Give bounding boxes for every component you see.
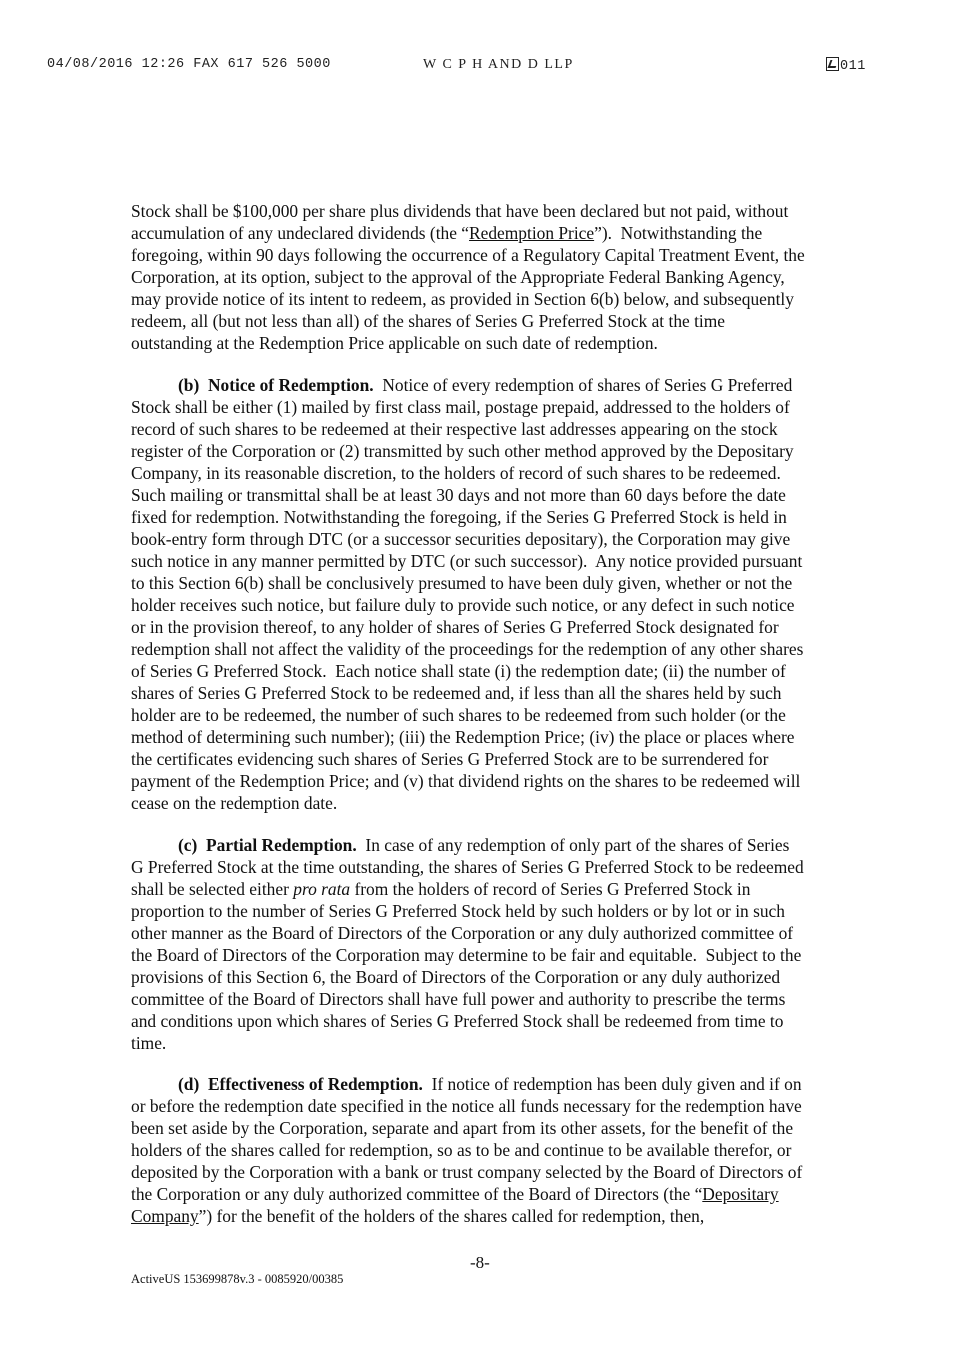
text-segment: holders of the shares called for redemption, so as to be and continue to be available therefor, or bbox=[131, 1140, 792, 1160]
text-segment: proportion to the number of Series G Preferred Stock held by such holders or by lot or in such bbox=[131, 901, 785, 921]
paragraph-redemption-price bbox=[131, 200, 851, 354]
text-line bbox=[131, 660, 851, 682]
text-line bbox=[131, 1205, 851, 1227]
text-segment: Stock shall be $100,000 per share plus dividends that have been declared but not paid, without bbox=[131, 201, 789, 221]
text-line bbox=[131, 244, 851, 266]
text-line bbox=[131, 332, 851, 354]
text-segment: shall be selected either bbox=[131, 879, 294, 899]
text-line bbox=[131, 1117, 851, 1139]
text-segment: record of such shares to be redeemed at their respective last addresses appearing on the stock bbox=[131, 419, 778, 439]
text-segment: fixed for redemption. Notwithstanding the foregoing, if the Series G Preferred Stock is held in bbox=[131, 507, 787, 527]
text-line bbox=[131, 222, 851, 244]
text-segment: provisions of this Section 6, the Board of Directors of the Corporation or any duly authorized bbox=[131, 967, 781, 987]
text-segment: of Series G Preferred Stock. Each notice shall state (i) the redemption date; (ii) the number of bbox=[131, 661, 786, 681]
text-line bbox=[131, 396, 851, 418]
text-segment: register of the Corporation or (2) transmitted by such other method approved by the Depositary bbox=[131, 441, 794, 461]
text-line bbox=[131, 834, 851, 856]
text-line bbox=[131, 944, 851, 966]
text-segment: may provide notice of its intent to redeem, as provided in Section 6(b) below, and subsequently bbox=[131, 289, 794, 309]
text-segment: or before the redemption date specified in the notice all funds necessary for the redemption have bbox=[131, 1096, 802, 1116]
text-line bbox=[131, 1073, 851, 1095]
text-segment: the Corporation or any duly authorized committee of the Board of Directors (the “ bbox=[131, 1184, 703, 1204]
paragraph-notice-of-redemption bbox=[131, 374, 851, 814]
text-segment: outstanding at the Redemption Price applicable on such date of redemption. bbox=[131, 333, 658, 353]
text-segment: G Preferred Stock at the time outstanding, the shares of Series G Preferred Stock to be redeemed bbox=[131, 857, 804, 877]
document-id: ActiveUS 153699878v.3 - 0085920/00385 bbox=[131, 1272, 344, 1286]
text-segment: such notice in any manner permitted by DTC (or such successor). Any notice provided pursuant bbox=[131, 551, 803, 571]
text-segment: Company, in its reasonable discretion, to the holders of record of such shares to be redeemed. bbox=[131, 463, 781, 483]
text-line bbox=[131, 374, 851, 396]
text-segment: book-entry form through DTC (or a successor securities depositary), the Corporation may give bbox=[131, 529, 791, 549]
fax-sender: W C P H AND D LLP bbox=[423, 57, 574, 72]
text-line bbox=[131, 1183, 851, 1205]
defined-term: Depositary bbox=[702, 1184, 779, 1204]
text-line bbox=[131, 1032, 851, 1054]
text-segment: accumulation of any undeclared dividends (the “ bbox=[131, 223, 470, 243]
text-line bbox=[131, 572, 851, 594]
text-line bbox=[131, 856, 851, 878]
italic-term: pro rata bbox=[293, 879, 351, 899]
text-line bbox=[131, 900, 851, 922]
defined-term: Company bbox=[131, 1206, 199, 1226]
text-line bbox=[131, 462, 851, 484]
text-line bbox=[131, 878, 851, 900]
text-segment: Stock shall be either (1) mailed by first class mail, postage prepaid, addressed to the holders of bbox=[131, 397, 790, 417]
fax-datetime-number: 04/08/2016 12:26 FAX 617 526 5000 bbox=[47, 57, 331, 72]
text-segment: shares of Series G Preferred Stock to be redeemed and, if less than all the shares held by such bbox=[131, 683, 782, 703]
page-number: -8- bbox=[470, 1253, 490, 1272]
defined-term: Redemption Price bbox=[469, 223, 595, 243]
paragraph-partial-redemption bbox=[131, 834, 851, 1054]
fax-page-number: 011 bbox=[840, 59, 866, 74]
text-line bbox=[131, 638, 851, 660]
text-segment: ”). Notwithstanding the bbox=[594, 223, 763, 243]
text-line bbox=[131, 682, 851, 704]
text-segment: committee of the Board of Directors shall have full power and authority to prescribe the terms bbox=[131, 989, 786, 1009]
fax-page-indicator bbox=[826, 57, 866, 74]
text-segment: holder are to be redeemed, the number of such shares to be redeemed from such holder (or the bbox=[131, 705, 786, 725]
fax-page-icon bbox=[826, 57, 839, 71]
text-line bbox=[131, 748, 851, 770]
text-line bbox=[131, 506, 851, 528]
text-line bbox=[131, 594, 851, 616]
text-segment: method of determining such number); (iii) the Redemption Price; (iv) the place or places where bbox=[131, 727, 795, 747]
text-line bbox=[131, 922, 851, 944]
text-segment: to this Section 6(b) shall be conclusively presumed to have been duly given, whether or not the bbox=[131, 573, 793, 593]
text-line bbox=[131, 200, 851, 222]
text-segment: redemption shall not affect the validity of the proceedings for the redemption of any other shares bbox=[131, 639, 804, 659]
text-segment: other manner as the Board of Directors of the Corporation or any duly authorized committee of bbox=[131, 923, 794, 943]
text-line bbox=[131, 484, 851, 506]
text-line bbox=[131, 726, 851, 748]
text-line bbox=[131, 770, 851, 792]
text-line bbox=[131, 988, 851, 1010]
text-segment: holder receives such notice, but failure duly to provide such notice, or any defect in such notice bbox=[131, 595, 795, 615]
text-segment: or in the provision thereof, to any holder of shares of Series G Preferred Stock designated for bbox=[131, 617, 779, 637]
text-segment: foregoing, within 90 days following the occurrence of a Regulatory Capital Treatment Event, the bbox=[131, 245, 805, 265]
section-heading: (b) Notice of Redemption. bbox=[178, 375, 374, 395]
text-segment: redeem, all (but not less than all) of the shares of Series G Preferred Stock at the time bbox=[131, 311, 725, 331]
text-line bbox=[131, 1139, 851, 1161]
section-heading: (d) Effectiveness of Redemption. bbox=[178, 1074, 423, 1094]
text-segment: If notice of redemption has been duly given and if on bbox=[422, 1074, 802, 1094]
text-line bbox=[131, 966, 851, 988]
text-segment: deposited by the Corporation with a bank or trust company selected by the Board of Directors of bbox=[131, 1162, 803, 1182]
text-segment: Notice of every redemption of shares of Series G Preferred bbox=[373, 375, 793, 395]
text-line bbox=[131, 528, 851, 550]
section-heading: (c) Partial Redemption. bbox=[178, 835, 357, 855]
text-line bbox=[131, 1161, 851, 1183]
text-line bbox=[131, 616, 851, 638]
text-line bbox=[131, 310, 851, 332]
text-segment: time. bbox=[131, 1033, 167, 1053]
text-segment: from the holders of record of Series G Preferred Stock in bbox=[350, 879, 751, 899]
text-segment: cease on the redemption date. bbox=[131, 793, 338, 813]
text-segment: Corporation, at its option, subject to the approval of the Appropriate Federal Banking Agency, bbox=[131, 267, 785, 287]
text-segment: payment of the Redemption Price; and (v) that dividend rights on the shares to be redeemed will bbox=[131, 771, 801, 791]
text-segment: been set aside by the Corporation, separate and apart from its other assets, for the benefit of the bbox=[131, 1118, 794, 1138]
text-line bbox=[131, 418, 851, 440]
text-line bbox=[131, 1010, 851, 1032]
text-segment: Such mailing or transmittal shall be at least 30 days and not more than 60 days before the date bbox=[131, 485, 786, 505]
text-line bbox=[131, 1095, 851, 1117]
text-segment: ”) for the benefit of the holders of the shares called for redemption, then, bbox=[198, 1206, 705, 1226]
text-line bbox=[131, 440, 851, 462]
text-segment: the Board of Directors of the Corporation may determine to be fair and equitable. Subject to the bbox=[131, 945, 802, 965]
text-line bbox=[131, 704, 851, 726]
text-segment: and conditions upon which shares of Series G Preferred Stock shall be redeemed from time to bbox=[131, 1011, 784, 1031]
text-segment: In case of any redemption of only part of the shares of Series bbox=[356, 835, 790, 855]
text-line bbox=[131, 792, 851, 814]
text-line bbox=[131, 550, 851, 572]
text-segment: the certificates evidencing such shares of Series G Preferred Stock are to be surrendered for bbox=[131, 749, 769, 769]
text-line bbox=[131, 288, 851, 310]
paragraph-effectiveness-of-redemption bbox=[131, 1073, 851, 1227]
text-line bbox=[131, 266, 851, 288]
